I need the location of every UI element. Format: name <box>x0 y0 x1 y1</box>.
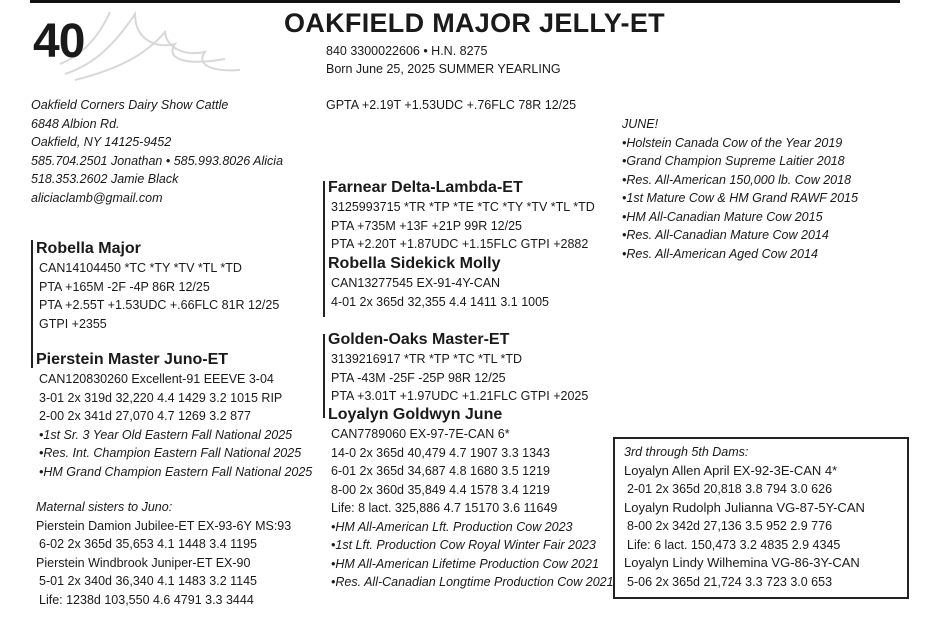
dams-dam-line: CAN7789060 EX-97-7E-CAN 6* <box>331 427 510 441</box>
sires-sire-line: PTA +2.20T +1.87UDC +1.15FLC GTPI +2882 <box>331 237 589 251</box>
dam-line: 3-01 2x 319d 32,220 4.4 1429 3.2 1015 RIP <box>39 390 283 405</box>
sires-bracket <box>323 181 325 317</box>
sire-block <box>36 239 279 333</box>
sires-dam-name: Robella Sidekick Molly <box>328 255 501 272</box>
consignor-email: aliciaclamb@gmail.com <box>31 190 163 205</box>
dams-dam-line: 6-01 2x 365d 34,687 4.8 1680 3.5 1219 <box>331 464 550 478</box>
dams-3-5-box <box>613 437 909 599</box>
june-honor: •Grand Champion Supreme Laitier 2018 <box>622 154 845 168</box>
consignor-address: 6848 Albion Rd. <box>31 116 120 131</box>
sires-dam-line: CAN13277545 EX-91-4Y-CAN <box>331 276 501 290</box>
animal-id: 840 3300022606 • H.N. 8275 <box>326 44 488 58</box>
maternal-sister-line: 5-01 2x 340d 36,340 4.1 1483 3.2 1145 <box>39 574 258 588</box>
animal-birth: Born June 25, 2025 SUMMER YEARLING <box>326 62 561 76</box>
consignor-phone-2: 518.353.2602 Jamie Black <box>31 172 179 186</box>
dams-dam-name: Loyalyn Goldwyn June <box>328 406 503 423</box>
dams-sire-line: 3139216917 *TR *TP *TC *TL *TD <box>331 352 523 366</box>
sire-line: PTA +2.55T +1.53UDC +.66FLC 81R 12/25 <box>39 298 280 312</box>
june-honor: •1st Mature Cow & HM Grand RAWF 2015 <box>622 191 858 205</box>
dams-dam-honor: •Res. All-Canadian Longtime Production Cow 2021 <box>331 575 614 589</box>
dam-name: Pierstein Master Juno-ET <box>36 351 229 368</box>
dams-sire-name: Golden-Oaks Master-ET <box>328 331 510 348</box>
dam-line: CAN120830260 Excellent-91 EEEVE 3-04 <box>39 372 274 386</box>
june-honor: •Res. All-American Aged Cow 2014 <box>622 246 818 261</box>
dam-honor: •1st Sr. 3 Year Old Eastern Fall National 2025 <box>39 427 293 442</box>
june-honors-block <box>622 115 858 263</box>
dam-line: 2-00 2x 341d 27,070 4.7 1269 3.2 877 <box>39 409 251 423</box>
dams-box-line: Loyalyn Allen April EX-92-3E-CAN 4* <box>624 462 838 478</box>
consignor-farm: Oakfield Corners Dairy Show Cattle <box>31 98 229 112</box>
lot-number: 40 <box>33 15 85 68</box>
dams-dam-honor: •HM All-American Lifetime Production Cow 2021 <box>331 556 599 571</box>
june-honor: •Res. All-American 150,000 lb. Cow 2018 <box>622 172 852 187</box>
dams-dam-block <box>328 405 614 592</box>
dams-box-line: 5-06 2x 365d 21,724 3.3 723 3.0 653 <box>627 574 833 589</box>
dams-sire-block <box>328 330 588 406</box>
maternal-sisters-block <box>36 498 291 609</box>
dams-dam-line: 14-0 2x 365d 40,479 4.7 1907 3.3 1343 <box>331 445 550 460</box>
dams-sire-line: PTA +3.01T +1.97UDC +1.21FLC GTPI +2025 <box>331 389 589 403</box>
dams-box-line: 8-00 2x 342d 27,136 3.5 952 2.9 776 <box>627 519 833 533</box>
june-honor: •Holstein Canada Cow of the Year 2019 <box>622 135 843 150</box>
sires-dam-line: 4-01 2x 365d 32,355 4.4 1411 3.1 1005 <box>331 294 550 309</box>
sires-dam-block <box>328 254 549 311</box>
dams-bracket <box>323 334 325 418</box>
dams-box-line: Life: 6 lact. 150,473 3.2 4835 2.9 4345 <box>627 537 841 552</box>
dams-dam-honor: •1st Lft. Production Cow Royal Winter Fair 2023 <box>331 538 596 552</box>
animal-name: OAKFIELD MAJOR JELLY-ET <box>284 8 665 38</box>
sire-line: GTPI +2355 <box>39 316 107 331</box>
dams-sire-line: PTA -43M -25F -25P 98R 12/25 <box>331 370 506 385</box>
maternal-sister-line: 6-02 2x 365d 35,653 4.1 1448 3.4 1195 <box>39 537 258 551</box>
maternal-sister-line: Pierstein Windbrook Juniper-ET EX-90 <box>36 555 251 570</box>
dams-box-line: Loyalyn Rudolph Julianna VG-87-5Y-CAN <box>624 499 865 515</box>
consignor-phone-1: 585.704.2501 Jonathan • 585.993.8026 Alicia <box>31 153 284 168</box>
dams-dam-line: 8-00 2x 360d 35,849 4.4 1578 3.4 1219 <box>331 482 550 497</box>
sire-line: PTA +165M -2F -4P 86R 12/25 <box>39 279 210 294</box>
maternal-sister-line: Pierstein Damion Jubilee-ET EX-93-6Y MS:93 <box>36 518 292 533</box>
sire-line: CAN14104450 *TC *TY *TV *TL *TD <box>39 261 242 275</box>
sires-sire-line: 3125993715 *TR *TP *TE *TC *TY *TV *TL *TD <box>331 200 595 214</box>
sire-name: Robella Major <box>36 240 141 257</box>
maternal-sister-line: Life: 1238d 103,550 4.6 4791 3.3 3444 <box>39 592 254 607</box>
maternal-sisters-header: Maternal sisters to Juno: <box>36 500 173 514</box>
sires-sire-block <box>328 178 595 254</box>
dams-box-header: 3rd through 5th Dams: <box>624 445 749 459</box>
sire-bracket <box>31 240 33 368</box>
consignor-city: Oakfield, NY 14125-9452 <box>31 135 172 149</box>
top-rule <box>30 0 900 3</box>
animal-gpta: GPTA +2.19T +1.53UDC +.76FLC 78R 12/25 <box>326 98 577 112</box>
dams-box-line: 2-01 2x 365d 20,818 3.8 794 3.0 626 <box>627 482 833 496</box>
june-honors-header: JUNE! <box>622 117 659 131</box>
june-honor: •HM All-Canadian Mature Cow 2015 <box>622 209 823 224</box>
june-honor: •Res. All-Canadian Mature Cow 2014 <box>622 228 829 242</box>
dam-block <box>36 350 312 481</box>
sires-sire-line: PTA +735M +13F +21P 99R 12/25 <box>331 218 522 233</box>
dams-box-line: Loyalyn Lindy Wilhemina VG-86-3Y-CAN <box>624 555 860 570</box>
consignor-block <box>31 96 283 207</box>
dam-honor: •HM Grand Champion Eastern Fall National 2025 <box>39 464 313 479</box>
dam-honor: •Res. Int. Champion Eastern Fall National 2025 <box>39 446 302 460</box>
sires-sire-name: Farnear Delta-Lambda-ET <box>328 179 523 196</box>
dams-dam-honor: •HM All-American Lft. Production Cow 2023 <box>331 519 573 534</box>
dams-dam-line: Life: 8 lact. 325,886 4.7 15170 3.6 11649 <box>331 501 558 515</box>
